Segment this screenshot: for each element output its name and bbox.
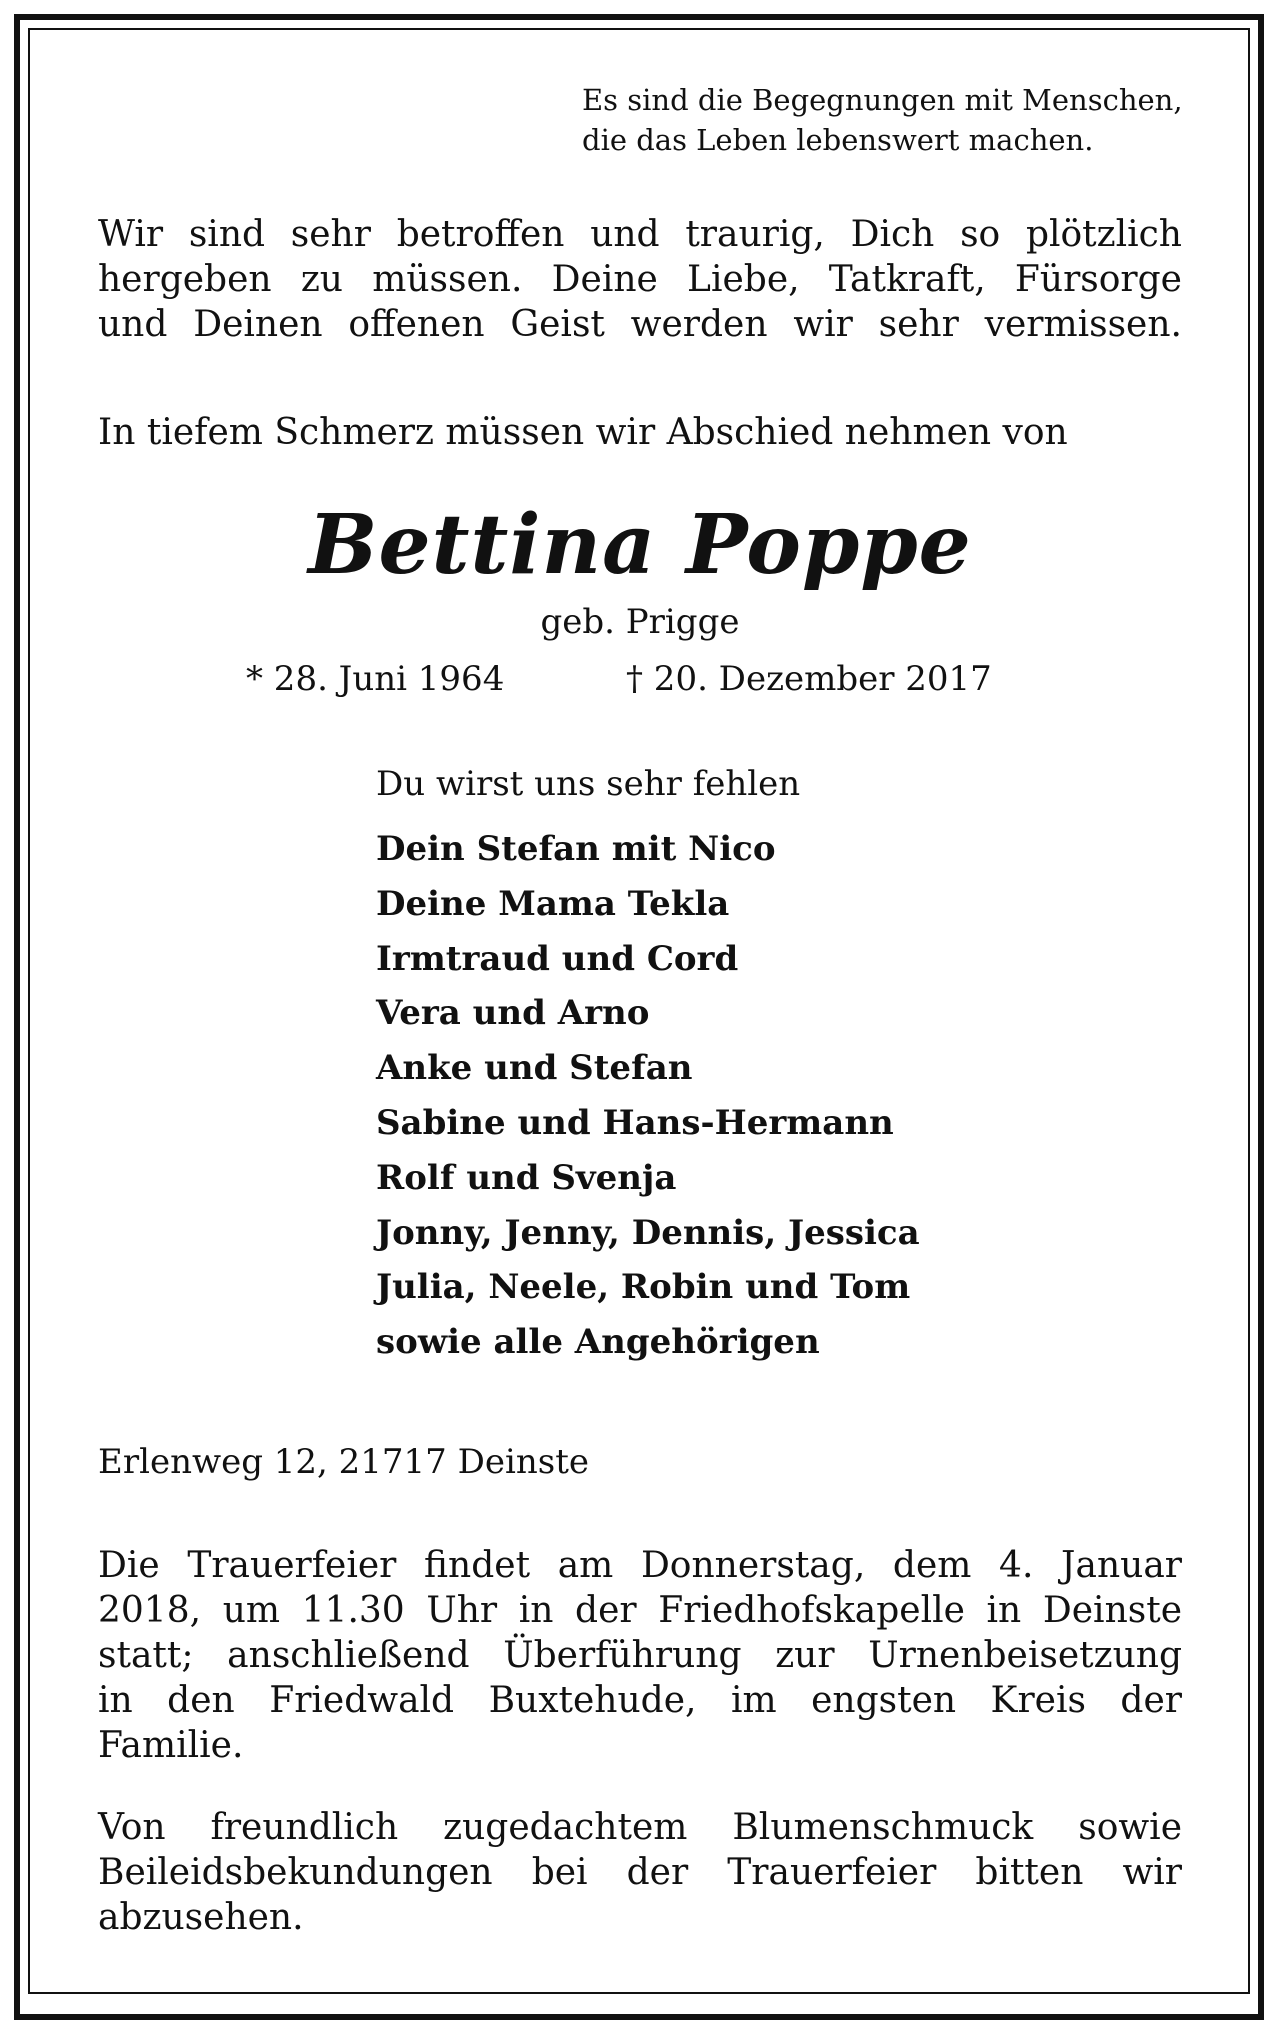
service-line: statt; anschließend Überführung zur Urnenbeisetzung (98, 1635, 1182, 1676)
motto-line: Es sind die Begegnungen mit Menschen, (582, 83, 1183, 117)
intro-paragraph (98, 212, 1182, 347)
flowers-note (98, 1805, 1182, 1940)
motto-quote (582, 80, 1202, 160)
farewell-line: In tiefem Schmerz müssen wir Abschied nehmen von (98, 412, 1068, 453)
flowers-line: abzusehen. (98, 1897, 304, 1938)
mourners-intro: Du wirst uns sehr fehlen (376, 764, 801, 804)
service-line: in den Friedwald Buxtehude, im engsten Kreis der (98, 1680, 1182, 1721)
mourner-entry: sowie alle Angehörigen (376, 1322, 820, 1363)
mourner-entry: Sabine und Hans-Hermann (376, 1102, 894, 1143)
death-date: † 20. Dezember 2017 (626, 659, 992, 699)
intro-line: und Deinen offenen Geist werden wir sehr vermissen. (98, 304, 1182, 345)
service-line: Familie. (98, 1725, 244, 1766)
mourner-entry: Julia, Neele, Robin und Tom (376, 1267, 911, 1308)
mourner-entry: Vera und Arno (376, 993, 650, 1034)
intro-line: hergeben zu müssen. Deine Liebe, Tatkraft, Fürsorge (98, 259, 1182, 300)
maiden-name: geb. Prigge (540, 602, 740, 642)
mourner-entry: Irmtraud und Cord (376, 938, 739, 979)
flowers-line: Von freundlich zugedachtem Blumenschmuck sowie (98, 1807, 1182, 1848)
family-address: Erlenweg 12, 21717 Deinste (98, 1442, 589, 1482)
mourner-entry: Deine Mama Tekla (376, 883, 730, 924)
flowers-line: Beileidsbekundungen bei der Trauerfeier bitten wir (98, 1852, 1182, 1893)
service-paragraph (98, 1543, 1182, 1768)
deceased-name: Bettina Poppe (308, 497, 972, 593)
service-line: 2018, um 11.30 Uhr in der Friedhofskapelle in Deinste (98, 1590, 1182, 1631)
mourners-list (376, 822, 920, 1370)
motto-line: die das Leben lebenswert machen. (582, 123, 1094, 157)
mourner-entry: Jonny, Jenny, Dennis, Jessica (376, 1212, 920, 1253)
birth-date: * 28. Juni 1964 (246, 659, 505, 699)
intro-line: Wir sind sehr betroffen und traurig, Dich so plötzlich (98, 214, 1182, 255)
mourner-entry: Dein Stefan mit Nico (376, 829, 776, 869)
mourner-entry: Rolf und Svenja (376, 1157, 677, 1198)
mourner-entry: Anke und Stefan (376, 1048, 693, 1089)
service-line: Die Trauerfeier findet am Donnerstag, dem 4. Januar (98, 1545, 1182, 1586)
